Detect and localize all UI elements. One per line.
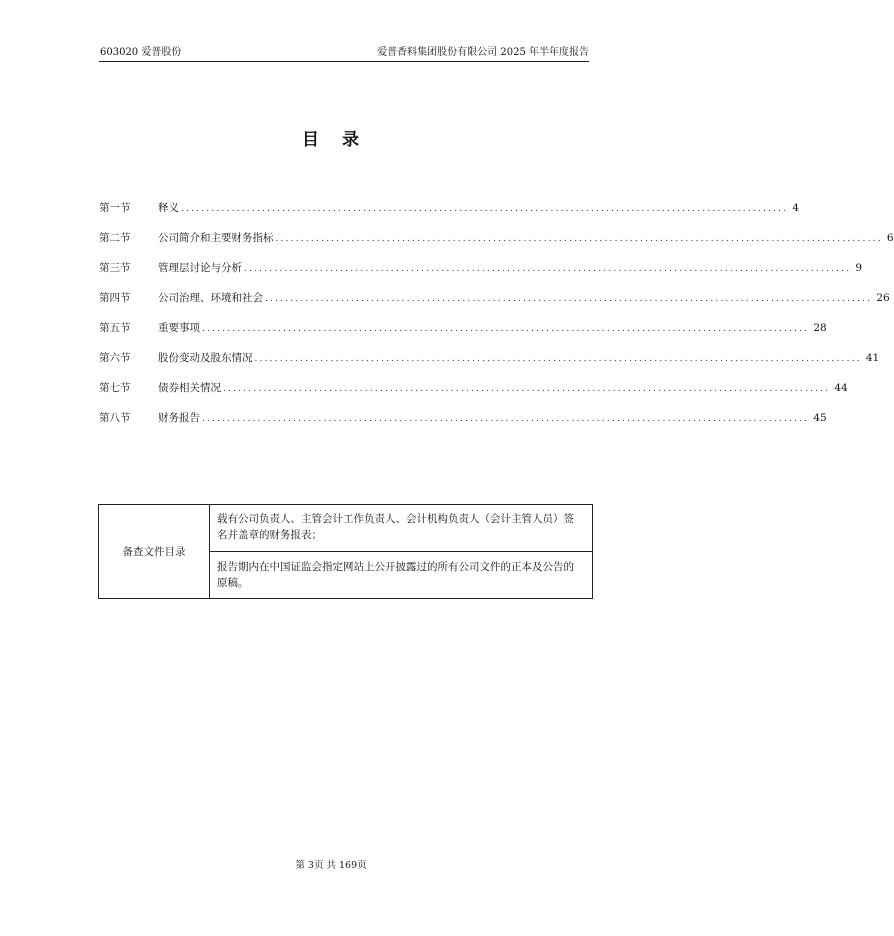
toc-section-title: 股份变动及股东情况 [158, 352, 253, 364]
toc-section-number: 第二节 [99, 232, 131, 244]
toc-section-title: 财务报告 [158, 412, 200, 424]
reference-document-item: 报告期内在中国证监会指定网站上公开披露过的所有公司文件的正本及公告的原稿。 [217, 561, 574, 589]
toc-entry[interactable] [99, 348, 880, 378]
header-report-title: 爱普香料集团股份有限公司 2025 年半年度报告 [377, 47, 589, 58]
toc-leader-dots: ........................................................................................................................ [202, 414, 810, 424]
reference-documents-label: 备查文件目录 [99, 505, 210, 598]
toc-section-number: 第六节 [99, 352, 131, 364]
toc-entry[interactable] [99, 378, 848, 408]
toc-section-number: 第五节 [99, 322, 131, 334]
toc-leader-dots: ........................................................................................................................ [254, 354, 862, 364]
header-stock-code: 603020 爱普股份 [100, 47, 182, 58]
page-title [0, 125, 662, 150]
toc-section-title: 公司治理、环境和社会 [158, 292, 263, 304]
toc-section-number: 第七节 [99, 382, 131, 394]
toc-entry[interactable] [99, 198, 799, 228]
toc-page-number: 41 [865, 352, 880, 364]
title-char-1: 目 [302, 130, 320, 150]
toc-page-number: 6 [886, 232, 894, 244]
toc-page-number: 26 [876, 292, 890, 304]
table-of-contents [99, 198, 894, 438]
toc-entry[interactable] [99, 288, 890, 318]
toc-leader-dots: ........................................................................................................................ [223, 384, 831, 394]
page-header [99, 45, 589, 62]
toc-page-number: 4 [792, 202, 799, 214]
toc-leader-dots: ........................................................................................................................ [202, 324, 810, 334]
toc-section-number: 第一节 [99, 202, 131, 214]
toc-leader-dots: ........................................................................................................................ [244, 264, 852, 274]
toc-section-title: 重要事项 [158, 322, 200, 334]
title-char-2: 录 [342, 130, 360, 150]
toc-section-title: 公司简介和主要财务指标 [158, 232, 274, 244]
toc-section-title: 债券相关情况 [158, 382, 221, 394]
toc-entry[interactable] [99, 258, 862, 288]
toc-entry[interactable] [99, 228, 894, 258]
toc-entry[interactable] [99, 408, 827, 438]
toc-leader-dots: ........................................................................................................................ [275, 234, 883, 244]
toc-page-number: 28 [813, 322, 827, 334]
toc-entry[interactable] [99, 318, 827, 348]
toc-section-title: 释义 [158, 202, 179, 214]
toc-section-number: 第四节 [99, 292, 131, 304]
toc-section-number: 第三节 [99, 262, 131, 274]
toc-page-number: 44 [834, 382, 848, 394]
toc-page-number: 45 [813, 412, 827, 424]
reference-document-item: 载有公司负责人、主管会计工作负责人、会计机构负责人（会计主管人员）签名并盖章的财务报表； [210, 505, 592, 552]
toc-section-number: 第八节 [99, 412, 131, 424]
toc-page-number: 9 [855, 262, 862, 274]
toc-leader-dots: ........................................................................................................................ [265, 294, 873, 304]
toc-leader-dots: ........................................................................................................................ [181, 204, 789, 214]
page-footer: 第 3页 共 169页 [295, 860, 367, 871]
reference-documents-table [98, 504, 593, 599]
toc-section-title: 管理层讨论与分析 [158, 262, 242, 274]
